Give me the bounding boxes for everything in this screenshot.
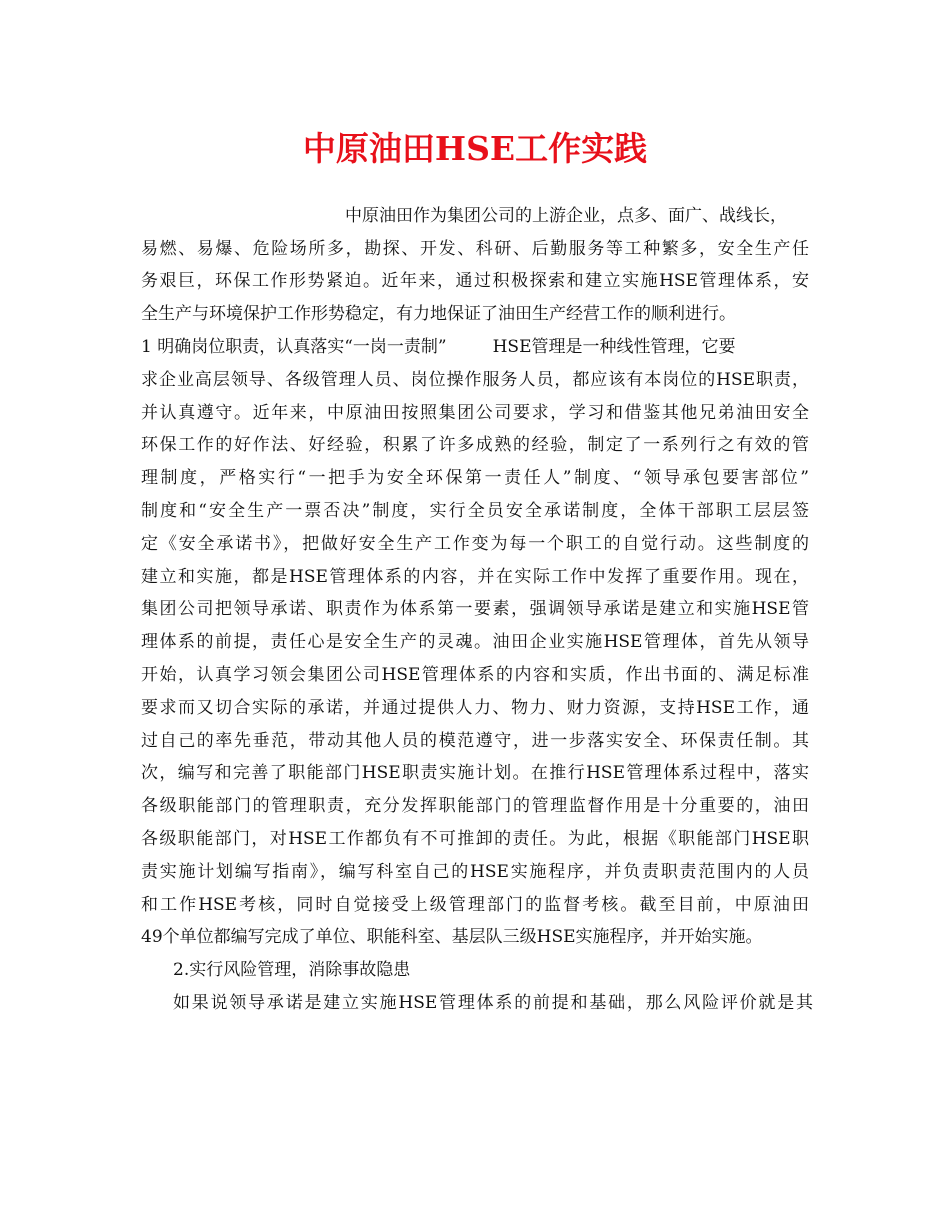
text-line: 中原油田作为集团公司的上游企业，点多、面广、战线长， (345, 206, 787, 226)
text-line: 开始，认真学习领会集团公司HSE管理体系的内容和实质，作出书面的、满足标准 (141, 665, 809, 685)
text-line: 定《安全承诺书》，把做好安全生产工作变为每一个职工的自觉行动。这些制度的 (141, 534, 809, 554)
text-line: 各级职能部门，对HSE工作都负有不可推卸的责任。为此，根据《职能部门HSE职 (141, 829, 809, 849)
text-line: 建立和实施，都是HSE管理体系的内容，并在实际工作中发挥了重要作用。现在， (141, 567, 809, 587)
text-line: 理体系的前提，责任心是安全生产的灵魂。油田企业实施HSE管理体，首先从领导 (141, 632, 809, 652)
text-line: 过自己的率先垂范，带动其他人员的模范遵守，进一步落实安全、环保责任制。其 (141, 731, 809, 751)
text-line: 和工作HSE考核，同时自觉接受上级管理部门的监督考核。截至目前，中原油田 (141, 895, 809, 915)
text-line: 各级职能部门的管理职责，充分发挥职能部门的管理监督作用是十分重要的，油田 (141, 796, 809, 816)
section-heading: 1 明确岗位职责，认真落实“一岗一责制” (141, 337, 447, 357)
text-line: 49个单位都编写完成了单位、职能科室、基层队三级HSE实施程序，并开始实施。 (141, 927, 763, 947)
section-heading-line (141, 331, 809, 364)
text-line: 责实施计划编写指南》，编写科室自己的HSE实施程序，并负责职责范围内的人员 (141, 862, 809, 882)
section-heading: 2.实行风险管理，消除事故隐患 (173, 960, 411, 980)
text-line: 务艰巨，环保工作形势紧迫。近年来，通过积极探索和建立实施HSE管理体系，安 (141, 271, 809, 291)
text-line: 求企业高层领导、各级管理人员、岗位操作服务人员，都应该有本岗位的HSE职责， (141, 370, 809, 390)
text-segment: HSE管理是一种线性管理，它要 (492, 337, 736, 357)
text-line: 全生产与环境保护工作形势稳定，有力地保证了油田生产经营工作的顺利进行。 (141, 304, 736, 324)
text-line: 制度和“安全生产一票否决”制度，实行全员安全承诺制度，全体干部职工层层签 (141, 501, 809, 521)
text-line: 理制度，严格实行“一把手为安全环保第一责任人”制度、“领导承包要害部位” (141, 468, 809, 488)
text-line: 环保工作的好作法、好经验，积累了许多成熟的经验，制定了一系列行之有效的管 (141, 435, 809, 455)
document-title: 中原油田HSE工作实践 (302, 129, 648, 168)
text-line: 并认真遵守。近年来，中原油田按照集团公司要求，学习和借鉴其他兄弟油田安全 (141, 403, 809, 423)
text-line: 集团公司把领导承诺、职责作为体系第一要素，强调领导承诺是建立和实施HSE管 (141, 599, 809, 619)
text-line: 如果说领导承诺是建立实施HSE管理体系的前提和基础，那么风险评价就是其 (173, 993, 813, 1013)
text-line: 次，编写和完善了职能部门HSE职责实施计划。在推行HSE管理体系过程中，落实 (141, 763, 809, 783)
text-line: 要求而又切合实际的承诺，并通过提供人力、物力、财力资源，支持HSE工作，通 (141, 698, 809, 718)
text-line: 易燃、易爆、危险场所多，勘探、开发、科研、后勤服务等工种繁多，安全生产任 (141, 239, 809, 259)
